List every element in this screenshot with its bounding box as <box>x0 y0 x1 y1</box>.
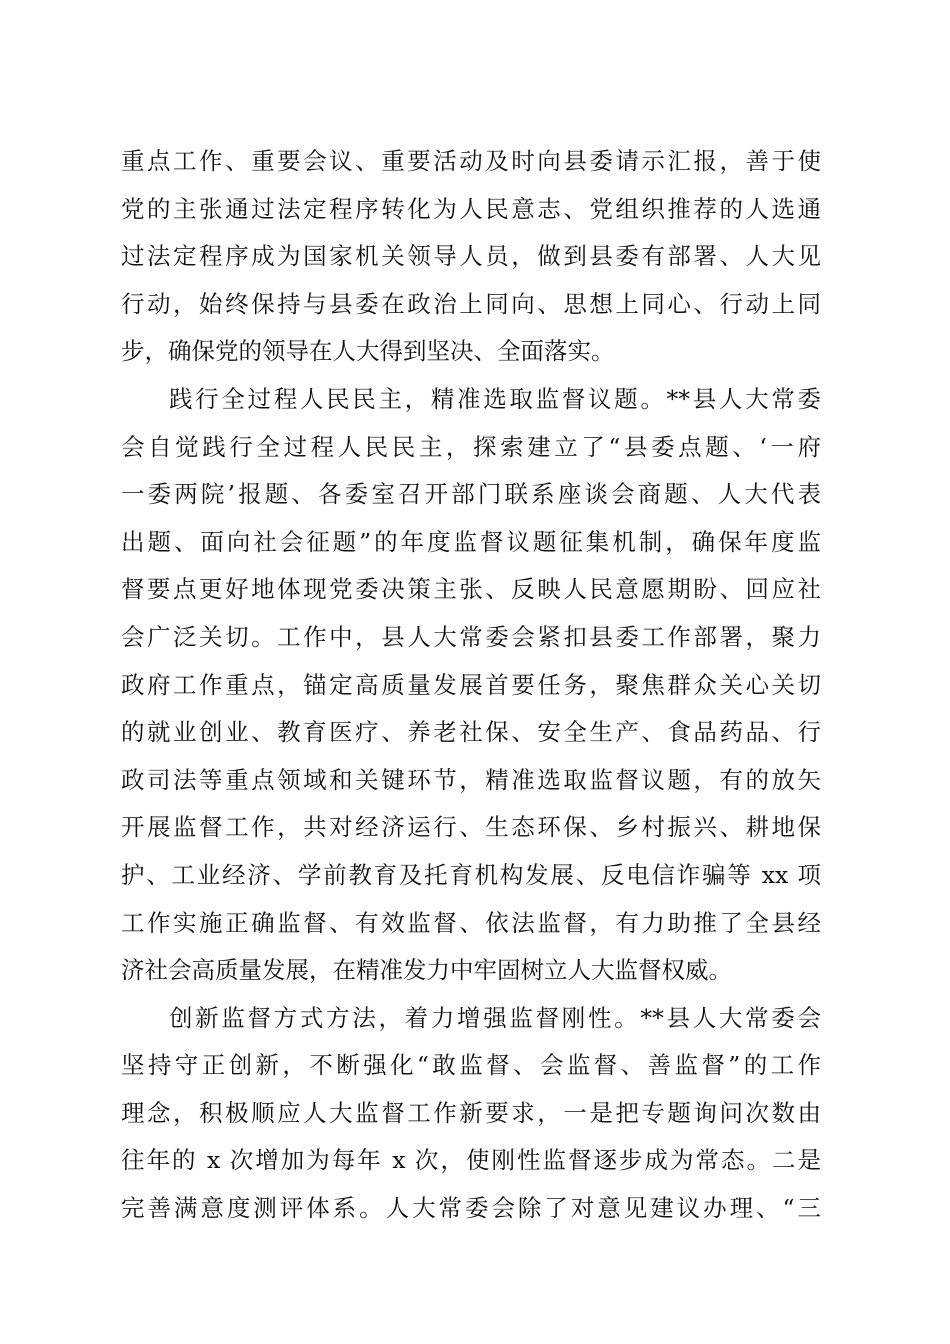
text-line: 护、工业经济、学前教育及托育机构发展、反电信诈骗等 xx 项 <box>121 860 821 889</box>
text-line: 重点工作、重要会议、重要活动及时向县委请示汇报，善于使 <box>121 147 821 175</box>
text-line: 党的主张通过法定程序转化为人民意志、党组织推荐的人选通 <box>121 194 821 223</box>
text-line: 过法定程序成为国家机关领导人员，做到县委有部署、人大见 <box>121 242 821 271</box>
text-line: 一委两院’报题、各委室召开部门联系座谈会商题、人大代表 <box>121 480 821 509</box>
text-line: 政司法等重点领域和关键环节，精准选取监督议题，有的放矢 <box>121 765 821 794</box>
text-line: 理念，积极顺应人大监督工作新要求，一是把专题询问次数由 <box>121 1098 821 1127</box>
text-line: 坚持守正创新，不断强化“敢监督、会监督、善监督”的工作 <box>121 1051 821 1080</box>
text-line: 出题、面向社会征题”的年度监督议题征集机制，确保年度监 <box>121 527 821 556</box>
document-body <box>121 138 821 1233</box>
text-line: 政府工作重点，锚定高质量发展首要任务，聚焦群众关心关切 <box>121 670 821 699</box>
text-line: 往年的 x 次增加为每年 x 次，使刚性监督逐步成为常态。二是 <box>121 1146 821 1175</box>
text-line: 的就业创业、教育医疗、养老社保、安全生产、食品药品、行 <box>121 718 821 747</box>
text-line: 会广泛关切。工作中，县人大常委会紧扣县委工作部署，聚力 <box>121 622 821 651</box>
text-line: 行动，始终保持与县委在政治上同向、思想上同心、行动上同 <box>121 289 821 318</box>
text-line: 完善满意度测评体系。人大常委会除了对意见建议办理、“三 <box>121 1194 821 1223</box>
text-line: 工作实施正确监督、有效监督、依法监督，有力助推了全县经 <box>121 908 821 937</box>
text-line: 开展监督工作，共对经济运行、生态环保、乡村振兴、耕地保 <box>121 813 821 842</box>
text-line: 济社会高质量发展，在精准发力中牢固树立人大监督权威。 <box>121 956 732 985</box>
paragraph-heading-line: 践行全过程人民民主，精准选取监督议题。**县人大常委 <box>169 384 821 413</box>
paragraph-heading-line: 创新监督方式方法，着力增强监督刚性。**县人大常委会 <box>169 1003 821 1032</box>
text-line: 会自觉践行全过程人民民主，探索建立了“县委点题、‘一府 <box>121 432 821 461</box>
text-line: 督要点更好地体现党委决策主张、反映人民意愿期盼、回应社 <box>121 575 821 604</box>
text-line: 步，确保党的领导在人大得到坚决、全面落实。 <box>121 337 615 366</box>
